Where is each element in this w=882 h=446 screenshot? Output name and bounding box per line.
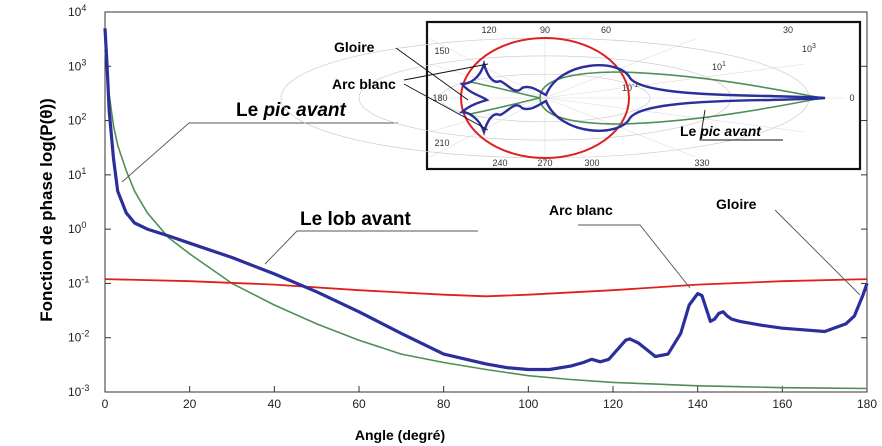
polar-radial-base: 10 (802, 44, 813, 54)
polar-radial-exp: 3 (812, 43, 816, 50)
inset-gloire-label: Gloire (334, 39, 375, 55)
lob-avant-leader (265, 231, 478, 264)
inset-frame (427, 22, 860, 169)
polar-radial-exp: -1 (632, 82, 639, 89)
x-tick-label: 160 (772, 397, 793, 411)
y-tick-base: 10 (68, 113, 82, 128)
pic-avant-leader (122, 123, 398, 182)
polar-inset (281, 22, 860, 169)
y-tick-label (68, 220, 86, 236)
polar-angle-label: 0 (849, 93, 855, 103)
pic-avant-label (236, 100, 346, 121)
y-tick-exp: -1 (81, 274, 90, 285)
polar-angle-label: 270 (537, 158, 553, 168)
y-tick-label (68, 112, 86, 128)
x-tick-labels (102, 397, 878, 411)
polar-angle-label: 30 (782, 25, 794, 35)
y-tick-label (68, 329, 89, 345)
polar-angle-label: 330 (694, 158, 710, 168)
y-axis-title: Fonction de phase log(P(θ)) (37, 98, 56, 322)
polar-angle-label: 180 (432, 93, 448, 103)
y-tick-exp: 3 (81, 57, 87, 68)
y-tick-label (68, 274, 89, 290)
polar-angle-label: 90 (539, 25, 551, 35)
polar-radial-exp: 1 (722, 61, 726, 68)
polar-angle-label: 240 (492, 158, 508, 168)
x-tick-label: 140 (687, 397, 708, 411)
pic-avant-italic: pic avant (263, 100, 346, 121)
y-tick-label (68, 57, 86, 73)
y-tick-exp: 0 (81, 220, 87, 231)
polar-angle-label: 120 (481, 25, 497, 35)
y-tick-base: 10 (68, 5, 82, 19)
pic-avant-prefix: Le (236, 100, 264, 121)
red-series-line (105, 279, 867, 296)
y-tick-exp: 4 (81, 3, 87, 13)
y-tick-base: 10 (68, 167, 82, 182)
inset-pic-avant-prefix: Le (680, 123, 701, 139)
y-tick-label (68, 383, 89, 399)
x-tick-label: 0 (101, 397, 109, 411)
y-tick-label (68, 166, 86, 182)
y-tick-exp: 2 (81, 111, 87, 122)
x-tick-label: 100 (518, 397, 539, 411)
polar-radial-base: 10 (622, 83, 633, 93)
inset-pic-avant-label (680, 123, 762, 139)
polar-angle-label: 150 (434, 46, 450, 56)
y-tick-labels (68, 3, 89, 399)
polar-angle-label: 210 (434, 138, 450, 148)
gloire-leader (775, 210, 860, 295)
x-axis-title: Angle (degré) (354, 427, 446, 443)
arc-blanc-leader (578, 225, 690, 288)
x-tick-label: 20 (182, 397, 197, 411)
y-tick-label (68, 3, 86, 19)
gloire-label: Gloire (716, 196, 757, 212)
y-tick-base: 10 (68, 385, 82, 399)
y-tick-exp: 1 (81, 165, 87, 176)
inset-pic-avant-italic: pic avant (700, 123, 761, 139)
y-tick-base: 10 (68, 222, 82, 237)
y-tick-base: 10 (68, 330, 82, 345)
x-tick-label: 180 (856, 397, 878, 411)
lob-avant-label: Le lob avant (300, 209, 411, 230)
x-tick-label: 120 (602, 397, 624, 411)
y-tick-exp: -2 (81, 328, 90, 339)
polar-angle-label: 300 (584, 158, 600, 168)
x-tick-label: 40 (267, 397, 282, 411)
x-tick-label: 80 (436, 397, 451, 411)
y-tick-base: 10 (68, 276, 82, 291)
x-tick-label: 60 (352, 397, 366, 411)
arc-blanc-label: Arc blanc (549, 202, 613, 218)
y-tick-exp: -3 (81, 383, 90, 393)
inset-arc-blanc-label: Arc blanc (332, 76, 396, 92)
polar-angle-label: 60 (600, 25, 612, 35)
y-tick-base: 10 (68, 59, 82, 74)
polar-radial-base: 10 (712, 62, 723, 72)
